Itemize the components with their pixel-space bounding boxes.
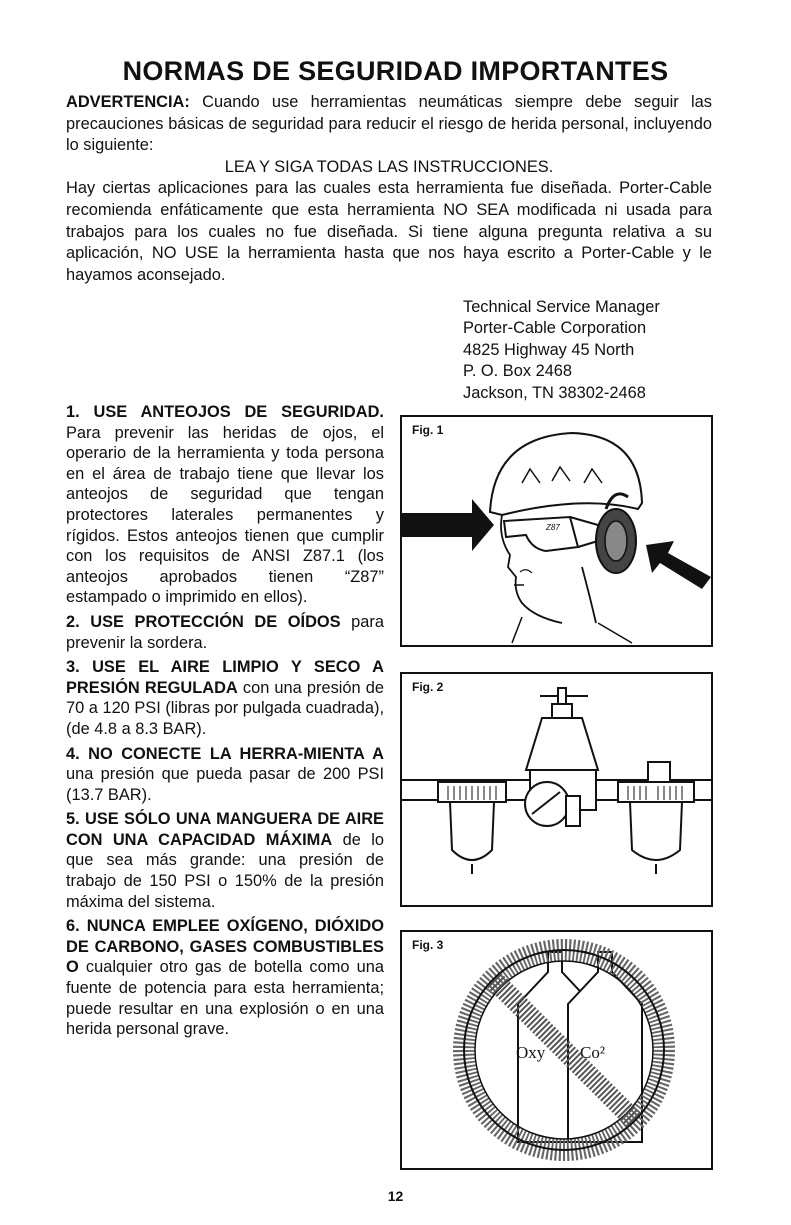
figure-2-air-regulator [400,672,713,907]
head-with-protection-illustration [402,417,711,645]
oxy-bottle-label: Oxy [516,1043,546,1062]
safety-rule [66,612,384,653]
address-line: Jackson, TN 38302-2468 [463,383,646,402]
warning-label: ADVERTENCIA: [66,93,190,111]
z87-mark: Z87 [546,523,560,532]
rule-text: Para prevenir las heridas de ojos, el operario de la herramienta y toda persona en el área de trabajo tiene que llevar los anteojos de seguridad que tengan protectores laterales permanentes y rígidos. Estos anteojos tienen que cumplir con los requisitos de ANSI Z87.1 (los anteojos aprobados tienen “Z87” estampado o imprimido en ellos). [66,423,384,607]
contact-address [463,297,660,404]
read-follow-instructions: LEA Y SIGA TODAS LAS INSTRUCCIONES. [224,157,554,176]
rule-heading: 6. NUNCA EMPLEE OXÍGENO, DIÓXIDO DE CARBONO, GASES COMBUSTIBLES O [66,917,384,977]
figure-3-label: Fig. 3 [412,938,444,952]
safety-rules-list [66,402,384,1044]
page-title: NORMAS DE SEGURIDAD IMPORTANTES [122,56,669,86]
figure-1-label: Fig. 1 [412,423,444,437]
rule-heading: 3. USE EL AIRE LIMPIO Y SECO A PRESIÓN REGULADA [66,658,384,697]
intro-section [66,92,712,286]
safety-rule [66,916,384,1040]
address-line: 4825 Highway 45 North [463,340,635,359]
warning-paragraph [66,92,712,157]
address-line: Technical Service Manager [463,298,660,316]
rule-text: con una presión de 70 a 120 PSI (libras por pulgada cuadrada), (de 4.8 a 8.3 BAR). [66,678,385,738]
figure-2-label: Fig. 2 [412,680,444,694]
figure-3-no-bottled-gas [400,930,713,1170]
safety-rule [66,744,384,806]
filter-regulator-lubricator-illustration [402,674,711,905]
rule-text: para prevenir la sordera. [66,612,384,652]
page-number: 12 [387,1188,404,1204]
warning-text: Cuando use herramientas neumáticas siempre debe seguir las precauciones básicas de seguridad para reducir el riesgo de herida personal, incluyendo lo siguiente: [66,93,712,155]
address-line: P. O. Box 2468 [463,362,573,381]
address-line: Porter-Cable Corporation [463,319,647,338]
rule-text: cualquier otro gas de botella como una fuente de potencia para esta herramienta; puede resultar en una explosión o en una herida personal grave. [66,958,384,1039]
safety-rule [66,657,384,739]
rule-heading: 4. NO CONECTE LA HERRA-MIENTA A [66,744,384,763]
rule-text: de lo que sea más grande: una presión de trabajo de 150 PSI o 150% de la presión máxima del sistema. [66,830,384,911]
figure-1-safety-glasses [400,415,713,647]
co2-bottle-label: Co² [580,1043,605,1062]
rule-text: una presión que pueda pasar de 200 PSI (13.7 BAR). [66,765,384,804]
no-oxygen-co2-illustration [402,932,711,1168]
rule-heading: 2. USE PROTECCIÓN DE OÍDOS [66,612,341,631]
rule-heading: 1. USE ANTEOJOS DE SEGURIDAD. [66,403,384,421]
rule-heading: 5. USE SÓLO UNA MANGUERA DE AIRE CON UNA CAPACIDAD MÁXIMA [66,810,384,849]
safety-rule [66,402,384,608]
safety-rule [66,809,384,912]
usage-paragraph: Hay ciertas aplicaciones para las cuales esta herramienta fue diseñada. Porter-Cable recomienda enfáticamente que esta herramienta NO SEA modificada ni usada para trabajos para los cuales no fue diseñada. Si tiene alguna pregunta relativa a su aplicación, NO USE la herramienta hasta que nos haya escrito a Porter-Cable y le hayamos aconsejado. [66,179,712,284]
